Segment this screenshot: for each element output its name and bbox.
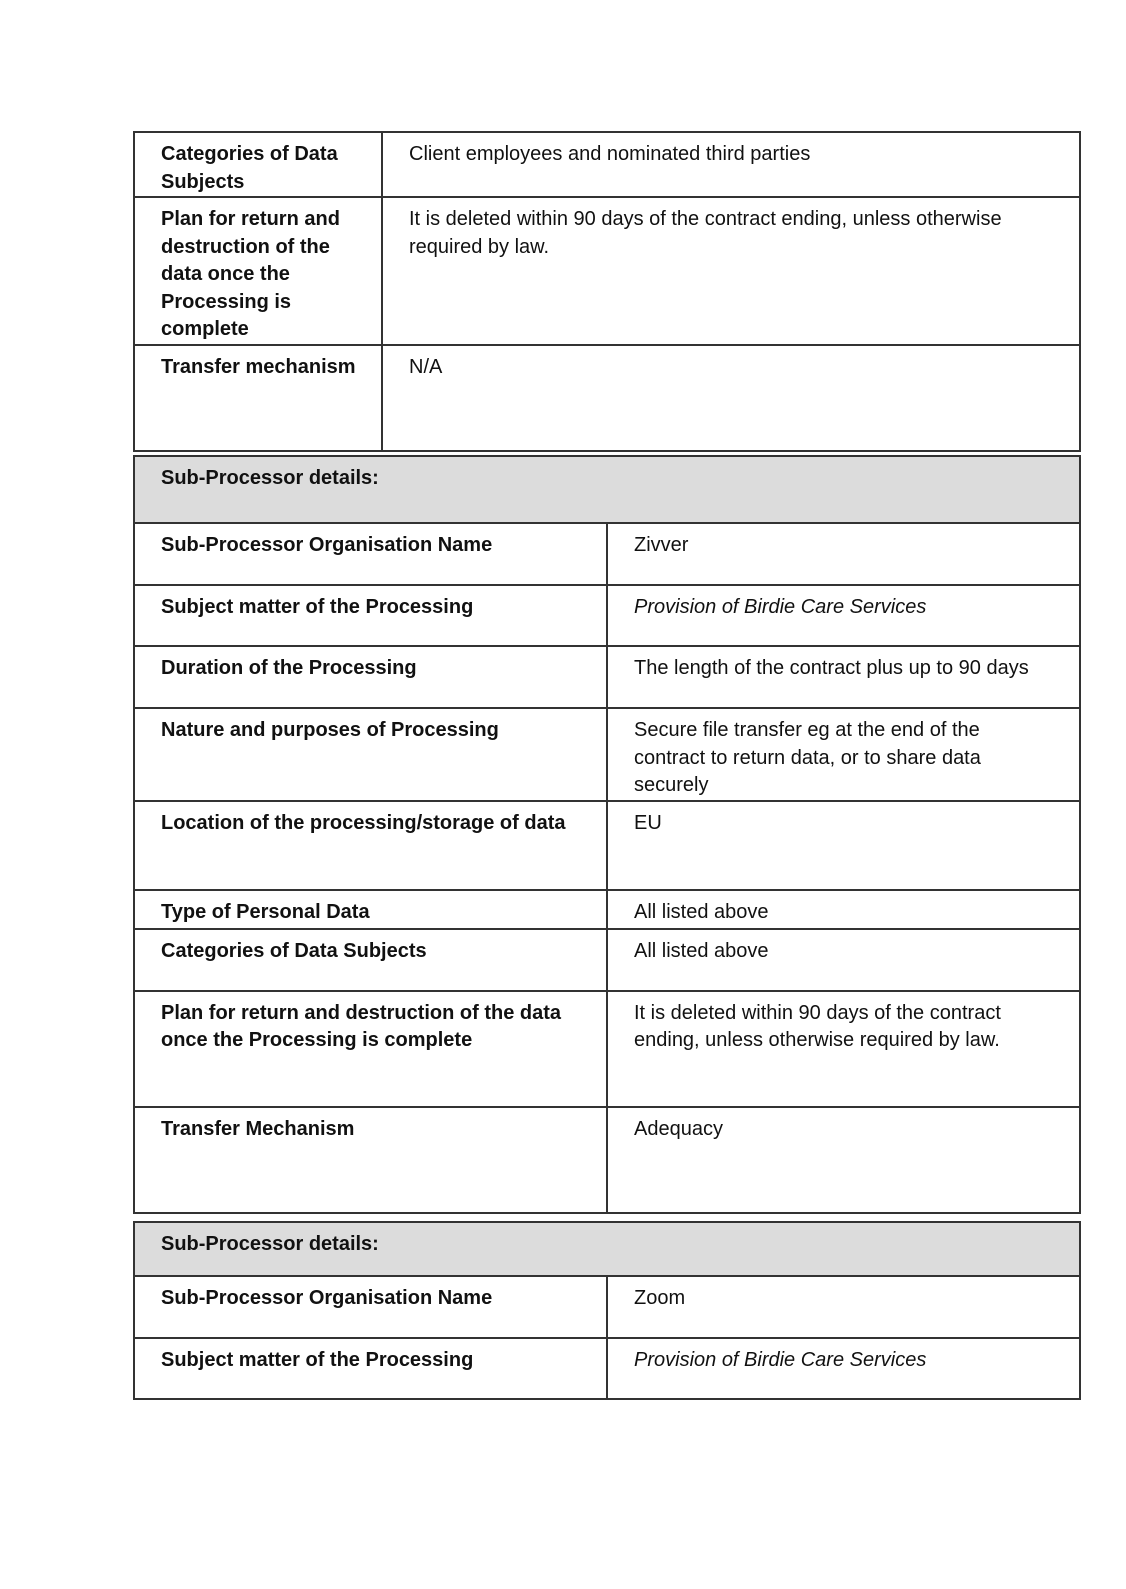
row-label: Subject matter of the Processing xyxy=(134,1338,607,1399)
row-value: EU xyxy=(607,801,1080,890)
table-row xyxy=(134,1107,1080,1213)
row-value: It is deleted within 90 days of the contract ending, unless otherwise required by law. xyxy=(607,991,1080,1107)
data-processing-table xyxy=(133,131,1081,452)
row-label: Transfer Mechanism xyxy=(134,1107,607,1213)
row-label: Type of Personal Data xyxy=(134,890,607,929)
table-row xyxy=(134,1338,1080,1399)
row-value: All listed above xyxy=(607,890,1080,929)
row-label: Duration of the Processing xyxy=(134,646,607,708)
table-row xyxy=(134,890,1080,929)
row-label: Location of the processing/storage of data xyxy=(134,801,607,890)
table-row xyxy=(134,197,1080,345)
table-row xyxy=(134,523,1080,585)
table-row xyxy=(134,132,1080,197)
row-value: The length of the contract plus up to 90 days xyxy=(607,646,1080,708)
section-header: Sub-Processor details: xyxy=(134,456,1080,523)
table-row xyxy=(134,801,1080,890)
table-row xyxy=(134,646,1080,708)
row-value: Zoom xyxy=(607,1276,1080,1338)
row-value: Client employees and nominated third parties xyxy=(382,132,1080,197)
table-row xyxy=(134,929,1080,991)
sub-processor-table-zoom xyxy=(133,1221,1081,1400)
table-row xyxy=(134,1276,1080,1338)
row-value: N/A xyxy=(382,345,1080,451)
section-header: Sub-Processor details: xyxy=(134,1222,1080,1276)
row-value: All listed above xyxy=(607,929,1080,991)
row-value: Secure file transfer eg at the end of the contract to return data, or to share data securely xyxy=(607,708,1080,801)
row-label: Categories of Data Subjects xyxy=(134,132,382,197)
row-label: Transfer mechanism xyxy=(134,345,382,451)
row-label: Sub-Processor Organisation Name xyxy=(134,523,607,585)
row-label: Plan for return and destruction of the data once the Processing is complete xyxy=(134,991,607,1107)
table-header-row xyxy=(134,1222,1080,1276)
row-label: Nature and purposes of Processing xyxy=(134,708,607,801)
row-label: Sub-Processor Organisation Name xyxy=(134,1276,607,1338)
row-label: Plan for return and destruction of the data once the Processing is complete xyxy=(134,197,382,345)
table-row xyxy=(134,708,1080,801)
row-label: Categories of Data Subjects xyxy=(134,929,607,991)
table-header-row xyxy=(134,456,1080,523)
table-row xyxy=(134,991,1080,1107)
row-value: Provision of Birdie Care Services xyxy=(607,585,1080,646)
row-value: Zivver xyxy=(607,523,1080,585)
row-value: Provision of Birdie Care Services xyxy=(607,1338,1080,1399)
sub-processor-table-zivver xyxy=(133,455,1081,1214)
row-label: Subject matter of the Processing xyxy=(134,585,607,646)
row-value: It is deleted within 90 days of the contract ending, unless otherwise required by law. xyxy=(382,197,1080,345)
row-value: Adequacy xyxy=(607,1107,1080,1213)
table-row xyxy=(134,345,1080,451)
table-row xyxy=(134,585,1080,646)
